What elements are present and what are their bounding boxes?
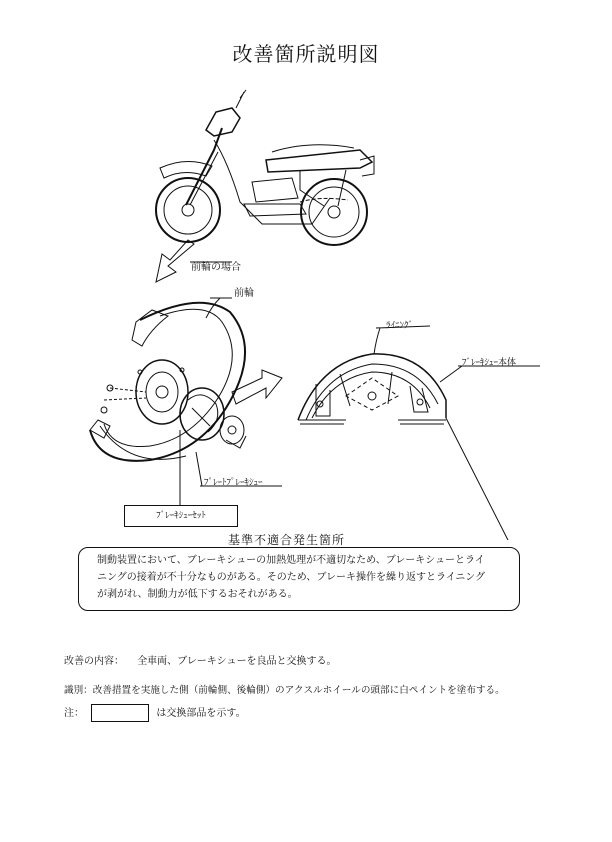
right-arrow-icon xyxy=(232,370,282,404)
identification-text: 識別：改善措置を実施した側（前輪側、後輪側）のアクスルホイールの頭部に白ペイントを塗布する。 xyxy=(64,685,505,696)
label-plate-brake-shoe: ﾌﾟﾚｰﾄﾌﾟﾚｰｷｼｭｰ xyxy=(204,478,263,488)
improvement-text: 全車両、ブレーキシューを良品と交換する。 xyxy=(137,656,337,667)
label-front-wheel-case: 前輪の場合 xyxy=(191,262,241,273)
nonconformity-line: が剥がれ、制動力が低下するおそれがある。 xyxy=(97,589,298,600)
page-title: 改善箇所説明図 xyxy=(232,42,380,66)
label-front-wheel: 前輪 xyxy=(234,288,254,299)
label-lining: ﾗｲﾆﾝｸﾞ xyxy=(386,321,414,331)
improvement-label: 改善の内容： xyxy=(64,656,124,667)
nonconformity-line: ニングの接着が不十分なものがある。そのため、ブレーキ操作を繰り返すとライニング xyxy=(97,572,486,583)
brake-shoe-set-box: ﾌﾞﾚｰｷｼｭｰｾｯﾄ xyxy=(124,505,238,527)
nonconformity-line: 制動装置において、ブレーキシューの加熱処理が不適切なため、ブレーキシューとライ xyxy=(97,555,485,566)
front-wheel-illustration xyxy=(90,303,246,461)
note xyxy=(64,704,246,722)
label-brake-shoe-body: ﾌﾞﾚｰｷｼｭｰ本体 xyxy=(462,358,517,368)
motorcycle-illustration xyxy=(156,90,374,245)
nonconformity-box xyxy=(78,547,520,611)
nonconformity-heading: 基準不適合発生箇所 xyxy=(228,533,346,547)
note-legend-box xyxy=(91,704,149,722)
note-suffix: は交換部品を示す。 xyxy=(156,708,246,719)
down-arrow-icon xyxy=(156,240,194,282)
improvement-content xyxy=(64,652,337,667)
brake-shoe-illustration xyxy=(298,354,446,424)
note-prefix: 注： xyxy=(64,708,84,719)
